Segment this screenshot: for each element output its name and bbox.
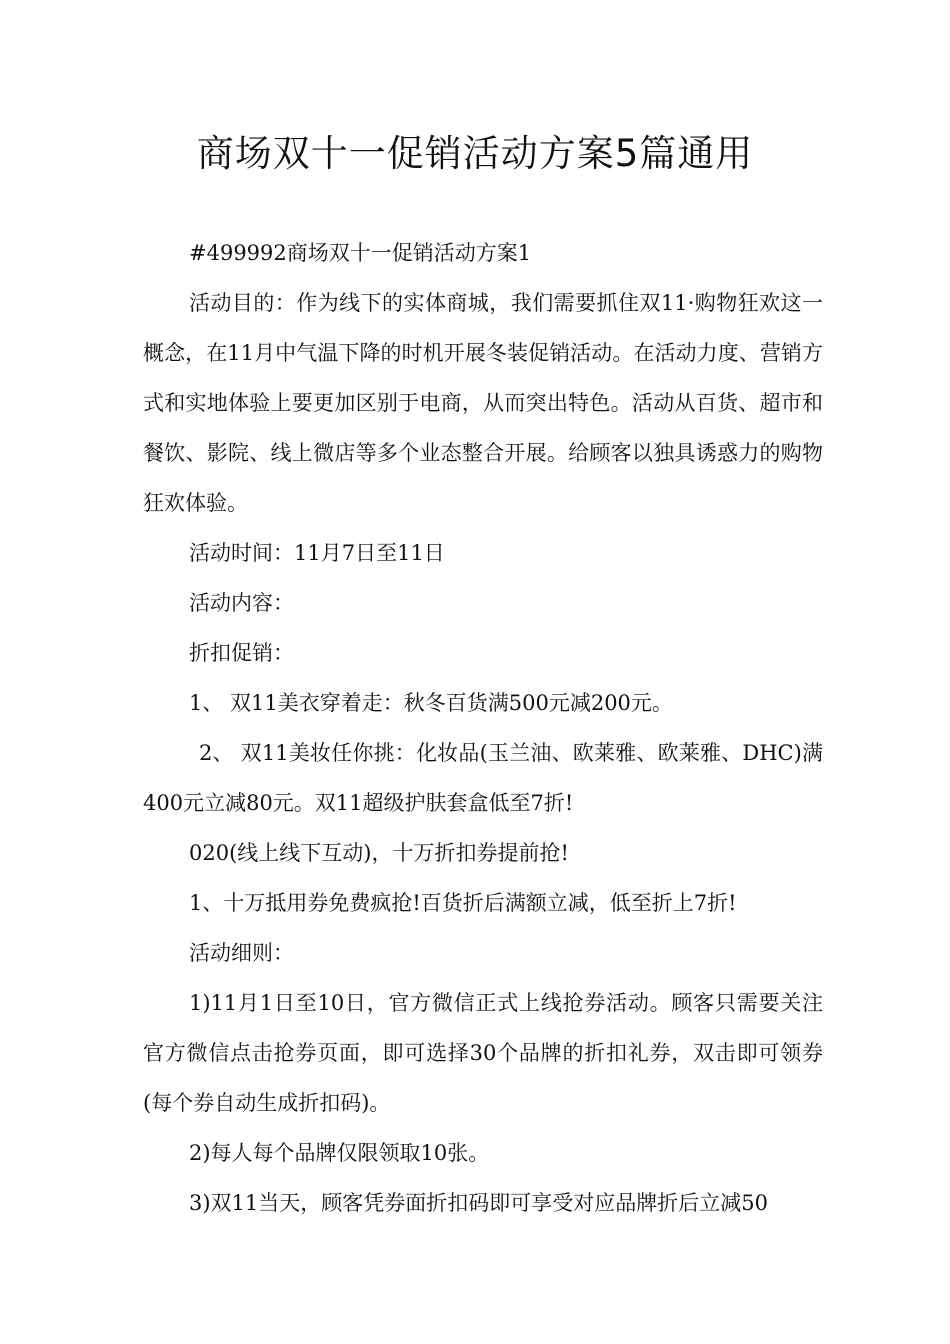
paragraph-o2o: 020(线上线下互动)，十万折扣券提前抢! (189, 841, 569, 865)
rule-item-1: 1)11月1日至10日，官方微信正式上线抢券活动。顾客只需要关注官方微信点击抢券页面，即可选择30个品牌的折扣礼券，双击即可领券(每个券自动生成折扣码)。 (143, 991, 823, 1115)
paragraph-purpose: 活动目的：作为线下的实体商城，我们需要抓住双11·购物狂欢这一概念，在11月中气温下降的时机开展冬装促销活动。在活动力度、营销方式和实地体验上要更加区别于电商，从而突出特色。活动从百货、超市和餐饮、影院、线上微店等多个业态整合开展。给顾客以独具诱惑力的购物狂欢体验。 (143, 291, 823, 515)
section-heading: #499992商场双十一促销活动方案1 (189, 241, 532, 265)
document-title: 商场双十一促销活动方案5篇通用 (196, 132, 754, 175)
paragraph-discount-label: 折扣促销： (189, 641, 294, 665)
paragraph-time: 活动时间：11月7日至11日 (189, 541, 445, 565)
rule-item-3: 3)双11当天，顾客凭券面折扣码即可享受对应品牌折后立减50 (189, 1191, 768, 1215)
paragraph-rules-label: 活动细则： (189, 941, 294, 965)
rule-item-2: 2)每人每个品牌仅限领取10张。 (189, 1141, 490, 1165)
document-body (143, 228, 823, 1228)
list-item-coupon: 1、十万抵用券免费疯抢!百货折后满额立减，低至折上7折! (189, 891, 737, 915)
paragraph-content-label: 活动内容： (189, 591, 294, 615)
list-item-2: 2、 双11美妆任你挑：化妆品(玉兰油、欧莱雅、欧莱雅、DHC)满400元立减80元。双11超级护肤套盒低至7折! (143, 741, 823, 815)
list-item-1: 1、 双11美衣穿着走：秋冬百货满500元减200元。 (189, 691, 673, 715)
